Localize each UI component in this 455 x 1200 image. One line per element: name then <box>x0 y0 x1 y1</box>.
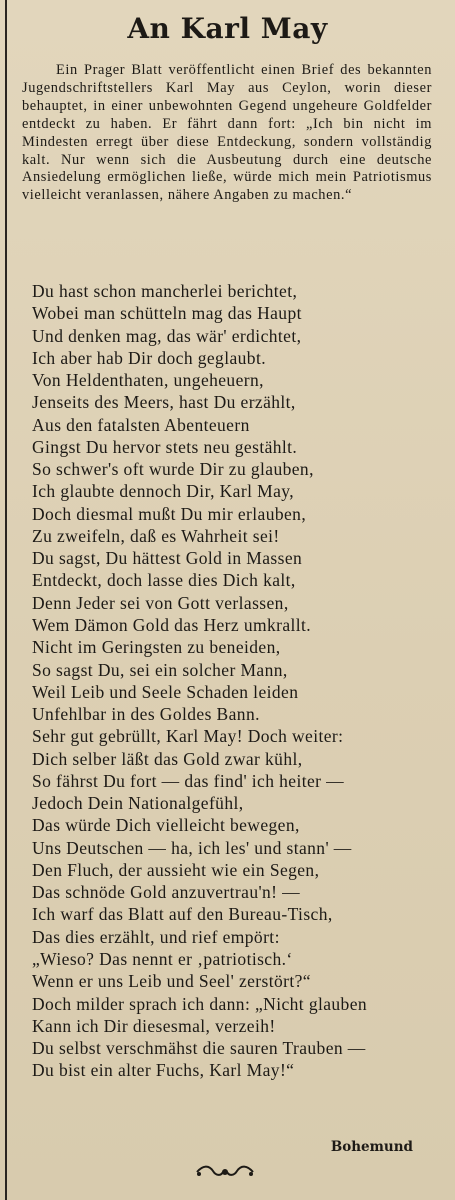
poem-line: „Wieso? Das nennt er ‚patriotisch.‘ <box>32 948 293 969</box>
poem-title: An Karl May <box>127 12 328 45</box>
poem-line: Wem Dämon Gold das Herz umkrallt. <box>32 614 312 635</box>
poem-line: Sehr gut gebrüllt, Karl May! Doch weiter: <box>32 726 344 747</box>
column-rule <box>5 0 7 1200</box>
poem-line: Das schnöde Gold anzuvertrau'n! — <box>32 882 301 903</box>
poem-line: So fährst Du fort — das find' ich heiter — <box>32 770 345 791</box>
poem-line: Wenn er uns Leib und Seel' zerstört?“ <box>32 971 311 992</box>
poem-line: Von Heldenthaten, ungeheuern, <box>32 370 264 391</box>
poem-line: Denn Jeder sei von Gott verlassen, <box>32 592 289 613</box>
poem-line: So schwer's oft wurde Dir zu glauben, <box>32 459 314 480</box>
poem-line: Entdeckt, doch lasse dies Dich kalt, <box>32 570 296 591</box>
poem-line: Ich warf das Blatt auf den Bureau-Tisch, <box>32 904 333 925</box>
poem-line: Du hast schon mancherlei berichtet, <box>32 281 298 301</box>
poem-line: Ich aber hab Dir doch geglaubt. <box>32 347 266 368</box>
poem-body <box>32 280 437 1082</box>
intro-text: Ein Prager Blatt veröffentlicht einen Brief des bekannten Jugendschriftstellers Karl May aus Ceylon, worin dieser behauptet, in einer unbewohnten Gegend ungeheure Goldfelder entdeckt zu haben. Er fährt dann fort: „Ich bin nicht im Mindesten erregt über diese Entdeckung, sondern vollständig kalt. Nur wenn sich die Ausbeutung durch eine deutsche Ansiedelung ermöglichen ließe, würde mich mein Patriotismus vielleicht veranlassen, nähere Angaben zu machen.“ <box>22 62 432 204</box>
poem-line: Doch diesmal mußt Du mir erlauben, <box>32 503 307 524</box>
poem-line: Nicht im Geringsten zu beneiden, <box>32 637 281 658</box>
poem-line: Gingst Du hervor stets neu gestählt. <box>32 436 298 457</box>
poem-line: Das dies erzählt, und rief empört: <box>32 926 280 947</box>
poem-line: Zu zweifeln, daß es Wahrheit sei! <box>32 525 280 546</box>
poem-line: Kann ich Dir diesesmal, verzeih! <box>32 1015 276 1036</box>
poem-line: Wobei man schütteln mag das Haupt <box>32 303 302 324</box>
poem-line: Du bist ein alter Fuchs, Karl May!“ <box>32 1060 295 1081</box>
poem-line: Jenseits des Meers, hast Du erzählt, <box>32 392 296 413</box>
poem-line: Du sagst, Du hättest Gold in Massen <box>32 548 303 569</box>
intro-paragraph <box>22 62 432 205</box>
poem-line: Das würde Dich vielleicht bewegen, <box>32 815 300 836</box>
poem-line: Dich selber läßt das Gold zwar kühl, <box>32 748 303 769</box>
poem-line: Jedoch Dein Nationalgefühl, <box>32 793 244 814</box>
poem-line: Doch milder sprach ich dann: „Nicht glauben <box>32 993 368 1014</box>
poem-line: Weil Leib und Seele Schaden leiden <box>32 681 299 702</box>
poem-line: Und denken mag, das wär' erdichtet, <box>32 325 302 346</box>
poem-line: Unfehlbar in des Goldes Bann. <box>32 704 260 725</box>
author-signature: Bohemund <box>330 1139 413 1155</box>
poem-line: Ich glaubte dennoch Dir, Karl May, <box>32 481 295 502</box>
poem-line: Du selbst verschmähst die sauren Trauben — <box>32 1038 366 1059</box>
poem-line: So sagst Du, sei ein solcher Mann, <box>32 659 288 680</box>
scroll-ornament-icon <box>193 1163 257 1181</box>
poem-line: Uns Deutschen — ha, ich les' und stann' — <box>32 837 352 858</box>
poem-line: Aus den fatalsten Abenteuern <box>32 414 250 435</box>
poem-line: Den Fluch, der aussieht wie ein Segen, <box>32 859 320 880</box>
